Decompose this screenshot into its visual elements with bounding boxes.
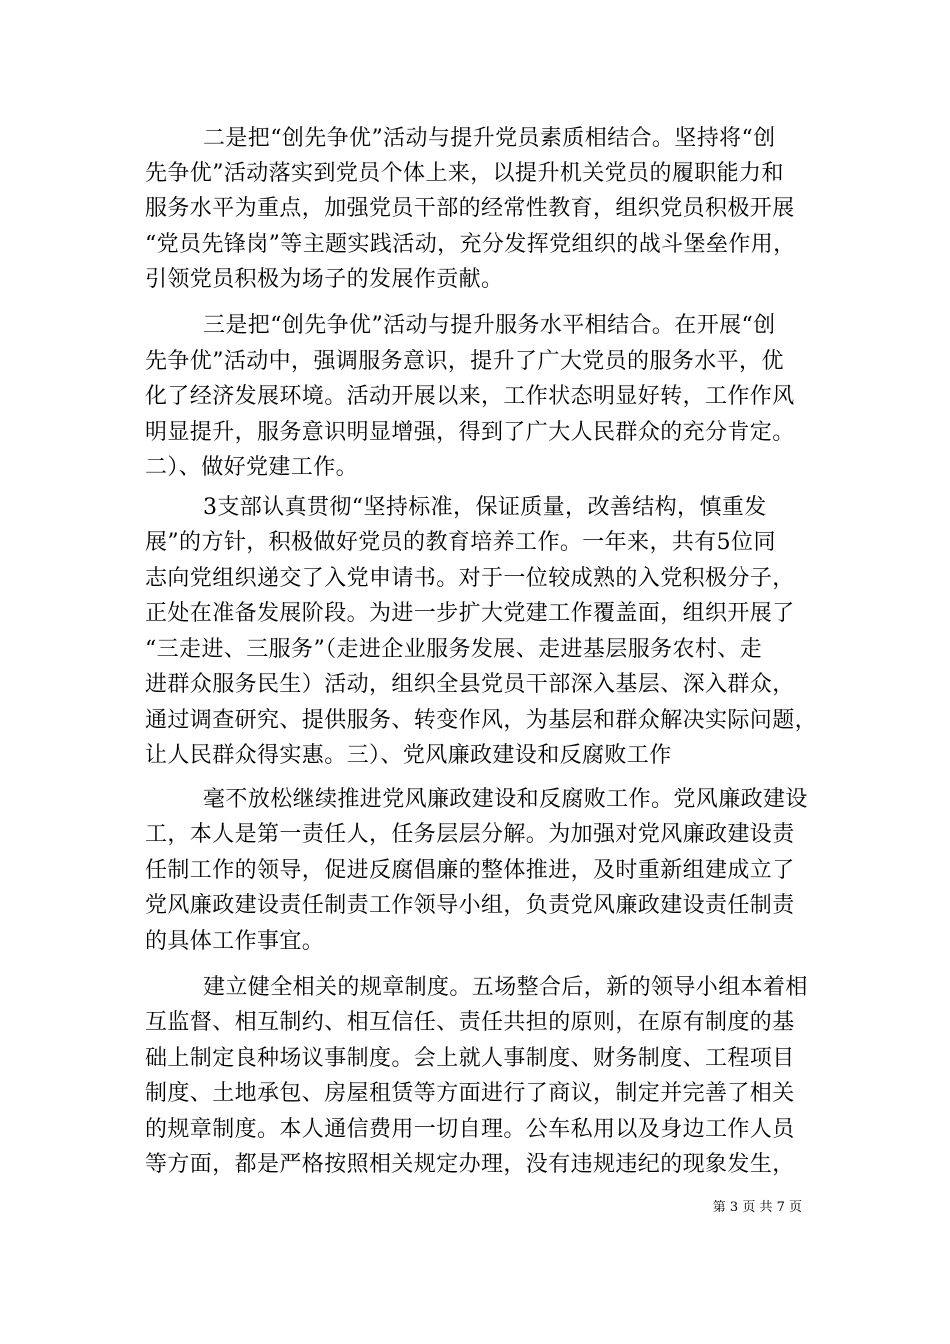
text-line: 3支部认真贯彻“坚持标准，保证质量，改善结构，慎重发 [203,495,767,520]
section-heading: 二）、做好党建工作。 [145,455,359,480]
text-line: 展”的方针，积极做好党员的教育培养工作。一年来，共有5位同 [145,530,776,555]
text-line: 服务水平为重点，加强党员干部的经常性教育，组织党员积极开展 [145,196,795,221]
text-line: 正处在准备发展阶段。为进一步扩大党建工作覆盖面，组织开展了 [145,601,795,626]
text-line: 先争优”活动落实到党员个体上来，以提升机关党员的履职能力和 [145,161,784,186]
text-line: 让人民群众得实惠。三）、党风廉政建设和反腐败工作 [145,743,672,768]
text-line: 二是把“创先争优”活动与提升党员素质相结合。坚持将“创 [203,126,776,151]
text-line: 毫不放松继续推进党风廉政建设和反腐败工作。党风廉政建设 [203,787,808,812]
page-number: 第 3 页 共 7 页 [712,1200,802,1215]
text-line: 的规章制度。本人通信费用一切自理。公车私用以及身边工作人员 [145,1117,795,1142]
text-line: 的具体工作事宜。 [145,929,325,954]
text-line: 引领党员积极为场子的发展作贡献。 [145,267,504,292]
text-line: 先争优”活动中，强调服务意识，提升了广大党员的服务水平，优 [145,349,784,374]
text-line: 三是把“创先争优”活动与提升服务水平相结合。在开展“创 [203,313,776,338]
text-line: 础上制定良种场议事制度。会上就人事制度、财务制度、工程项目 [145,1046,795,1071]
text-line: 制度、土地承包、房屋租赁等方面进行了商议，制定并完善了相关 [145,1081,795,1106]
text-line: 化了经济发展环境。活动开展以来，工作状态明显好转，工作作风 [145,384,795,409]
text-line: 互监督、相互制约、相互信任、责任共担的原则，在原有制度的基 [145,1010,795,1035]
text-line: 任制工作的领导，促进反腐倡廉的整体推进，及时重新组建成立了 [145,858,795,883]
text-line: 明显提升，服务意识明显增强，得到了广大人民群众的充分肯定。 [145,420,795,445]
text-line: 建立健全相关的规章制度。五场整合后，新的领导小组本着相 [203,975,808,1000]
text-line: 等方面，都是严格按照相关规定办理，没有违规违纪的现象发生， [145,1152,795,1177]
text-line: 志向党组织递交了入党申请书。对于一位较成熟的入党积极分子， [145,566,795,591]
text-line: “党员先锋岗”等主题实践活动，充分发挥党组织的战斗堡垒作用， [145,232,796,257]
text-line: 进群众服务民生）活动，组织全县党员干部深入基层、深入群众， [145,672,795,697]
text-line: 工，本人是第一责任人，任务层层分解。为加强对党风廉政建设责 [145,822,795,847]
text-line: 党风廉政建设责任制责工作领导小组，负责党风廉政建设责任制责 [145,893,795,918]
text-line: 通过调查研究、提供服务、转变作风，为基层和群众解决实际问题， [145,708,818,733]
text-line: “三走进、三服务”（走进企业服务发展、走进基层服务农村、走 [145,637,763,662]
